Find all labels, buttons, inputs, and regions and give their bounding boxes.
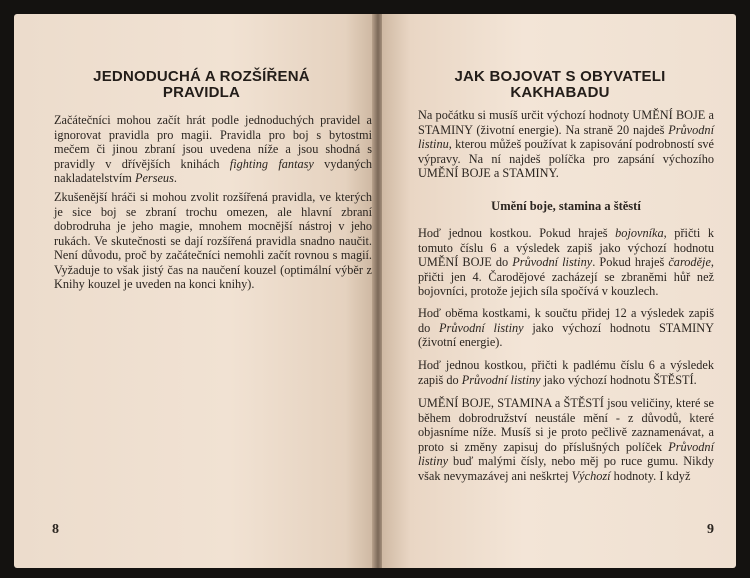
right-paragraph-2 — [418, 226, 714, 299]
italic-text-run: Průvodní listiny — [439, 320, 524, 335]
text-run: , přičti k tomuto číslu 6 a výsledek zapiš jako výchozí hodnotu UMĚNÍ BOJE do — [418, 226, 714, 269]
left-paragraph-1 — [54, 113, 372, 186]
right-paragraph-4 — [418, 358, 714, 387]
left-page-number: 8 — [52, 522, 59, 537]
text-run: jako výchozí hodnotu STAMINY (životní energie). — [418, 320, 714, 349]
italic-text-run: Průvodní listinu — [418, 122, 714, 151]
italic-text-run: Průvodní listiny — [418, 439, 714, 468]
left-page-heading — [74, 69, 329, 101]
text-run: vydaných nakladatelstvím — [54, 156, 372, 185]
text-run: Hoď oběma kostkami, k součtu přidej 12 a výsledek zapiš do — [418, 306, 714, 335]
text-run: Zkušenější hráči si mohou zvolit rozšířená pravidla, ve kterých je sice boj se zbraní trochu omezen, ale hlavní zbraní dobrodruha je jeho magie, mnohem mocnější nástroj v jeho rukách. Ve skutečnosti se dají rozšířená pravidla snadno naučit. Není důvodu, proč by začátečníci nemohli začít rovnou s magií. Vyžaduje to však jistý čas na naučení kouzel (optimální výběr z Knihy kouzel je uveden na konci knihy). — [54, 190, 372, 291]
right-page-number: 9 — [707, 522, 714, 537]
text-run: UMĚNÍ BOJE, STAMINA a ŠTĚSTÍ jsou veličiny, které se během dobrodružství neustále mění - z důvodů, které objasníme níže. Musíš si je proto pečlivě zaznamenávat, a proto si změny zapisuj do příslušných políček — [418, 396, 714, 454]
text-run: , kterou můžeš používat k zapisování podrobností své výpravy. Na ní najdeš políčka pro zapsání výchozího UMĚNÍ BOJE a STAMINY. — [418, 137, 714, 180]
italic-text-run: čaroděje — [668, 255, 711, 269]
right-heading-line-1: JAK BOJOVAT S OBYVATELI — [454, 68, 666, 85]
text-run: buď malými čísly, nebo měj po ruce gumu. Nikdy však nevymazávej ani neškrtej — [418, 454, 714, 483]
left-page — [14, 14, 374, 568]
right-paragraph-5 — [418, 396, 714, 483]
left-heading-line-1: JEDNODUCHÁ A ROZŠÍŘENÁ — [93, 68, 310, 85]
italic-text-run: Výchozí — [571, 468, 611, 483]
right-paragraph-1 — [418, 108, 714, 181]
right-paragraph-3 — [418, 306, 714, 350]
left-paragraph-2 — [54, 190, 372, 292]
section-subheading: Umění boje, stamina a štěstí — [491, 199, 641, 213]
left-heading-line-2: PRAVIDLA — [162, 84, 241, 101]
italic-text-run: fighting fantasy — [229, 156, 314, 171]
right-page-heading — [410, 69, 710, 101]
text-run: Na počátku si musíš určit výchozí hodnoty UMĚNÍ BOJE a STAMINY (životní energie). Na straně 20 najdeš — [418, 108, 714, 137]
right-page — [382, 14, 736, 568]
text-run: hodnoty. I když — [610, 468, 691, 483]
right-heading-line-2: KAKHABADU — [510, 84, 610, 101]
text-run: Hoď jednou kostkou. Pokud hraješ — [418, 226, 616, 240]
text-run: Začátečníci mohou začít hrát podle jednoduchých pravidel a ignorovat pravidla pro magii. Pravidla pro boj s bytostmi mečem či jinou zbraní jsou uvedena níže a jsou shodná s pravidly v dřívějších knihách — [54, 113, 372, 171]
text-run: , přičti jen 4. Čarodějové zacházejí se zbraněmi hůř než bojovníci, protože jejich síla spočívá v kouzlech. — [418, 255, 714, 298]
italic-text-run: bojovníka — [615, 226, 664, 240]
text-run: Hoď jednou kostkou, přičti k padlému číslu 6 a výsledek zapiš do — [418, 358, 714, 387]
text-run: jako výchozí hodnotu ŠTĚSTÍ. — [540, 372, 697, 387]
text-run: . Pokud hraješ — [592, 255, 669, 269]
text-run: . — [173, 171, 177, 185]
italic-text-run: Perseus — [134, 171, 174, 185]
italic-text-run: Průvodní listiny — [512, 255, 593, 269]
italic-text-run: Průvodní listiny — [461, 372, 541, 387]
